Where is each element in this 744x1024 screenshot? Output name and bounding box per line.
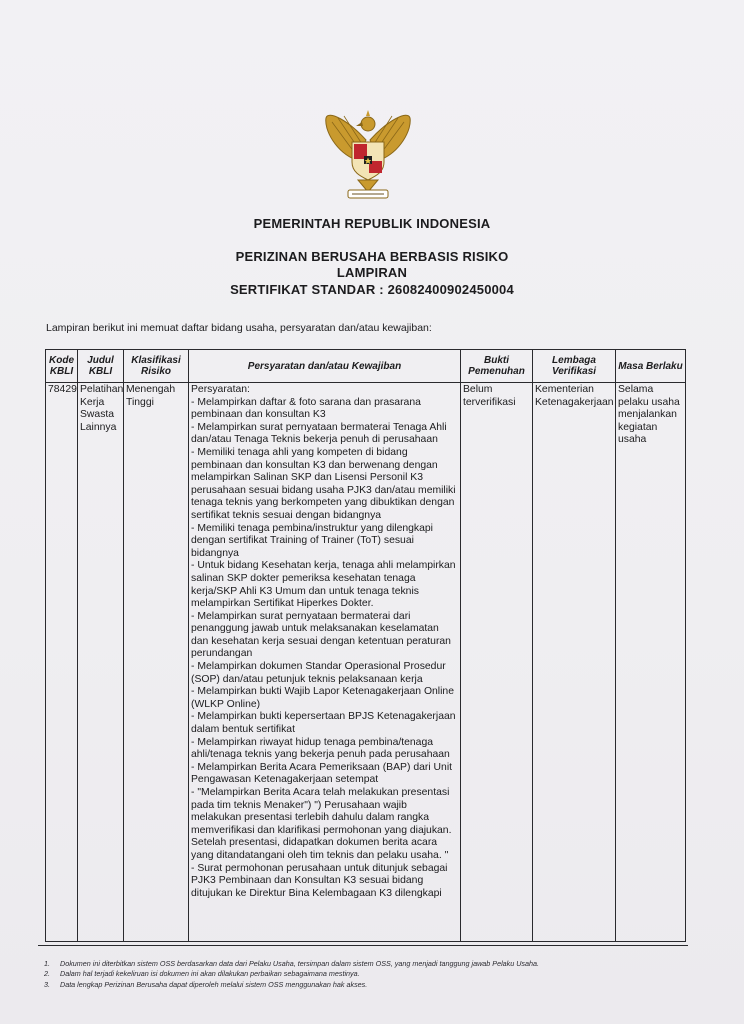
cell-masa-berlaku: Selama pelaku usaha menjalankan kegiatan usaha xyxy=(616,383,686,942)
requirement-line: - Melampirkan surat pernyataan bermaterai dari penanggung jawab untuk melaksanakan keselamatan dan kesehatan kerja sesuai dengan ketentuan peraturan perundangan xyxy=(191,610,451,660)
requirement-line: - Memiliki tenaga ahli yang kompeten di bidang pembinaan dan konsultan K3 dan berwenang dengan melampirkan Salinan SKP dan Lisensi Personil K3 perusahaan sesuai bidang usaha PJK3 dan/atau memiliki tenaga teknis yang berkompeten yang dibuktikan dengan sertifikat teknis sesuai dengan bidangnya xyxy=(191,446,456,521)
header-lembaga-verifikasi: Lembaga Verifikasi xyxy=(533,350,616,383)
requirement-line: Persyaratan: xyxy=(191,384,250,395)
cell-persyaratan xyxy=(189,383,461,942)
requirement-line: - Melampirkan dokumen Standar Operasional Prosedur (SOP) dan/atau petunjuk teknis pelaksanaan kerja xyxy=(191,661,446,685)
footnote-item: 2. Dalam hal terjadi kekeliruan isi dokumen ini akan dilakukan perbaikan sebagaimana mestinya. xyxy=(44,969,360,979)
header-persyaratan: Persyaratan dan/atau Kewajiban xyxy=(189,350,461,383)
cell-klasifikasi-risiko: Menengah Tinggi xyxy=(124,383,189,942)
requirement-line: - "Melampirkan Berita Acara telah melakukan presentasi pada tim teknis Menaker") ") Perusahaan wajib melakukan presentasi terlebih dahulu dalam rangka memverifikasi dan klarifikasi permohonan yang diajukan. Setelah presentasi, didapatkan dokumen berita acara yang ditandatangani oleh tim teknis dan pelaku usaha. " xyxy=(191,787,452,861)
requirements-table xyxy=(45,349,686,942)
requirement-line: - Melampirkan bukti kepersertaan BPJS Ketenagakerjaan dalam bentuk sertifikat xyxy=(191,711,456,736)
footnote-item: 3. Data lengkap Perizinan Berusaha dapat diperoleh melalui sistem OSS menggunakan hak akses. xyxy=(44,979,368,989)
requirement-line: - Surat permohonan perusahaan untuk ditunjuk sebagai PJK3 Pembinaan dan Konsultan K3 sesuai bidang ditujukan ke Direktur Bina Kelembagaan K3 dilengkapi xyxy=(191,862,448,899)
header-judul-kbli: Judul KBLI xyxy=(78,350,124,383)
intro-text: Lampiran berikut ini memuat daftar bidang usaha, persyaratan dan/atau kewajiban: xyxy=(46,322,432,334)
requirement-line: - Melampirkan surat pernyataan bermaterai Tenaga Ahli dan/atau Tenaga Teknis bekerja penuh di perusahaan xyxy=(191,421,447,446)
cell-lembaga-verifikasi: Kementerian Ketenagakerjaan xyxy=(533,383,616,942)
footnote-item: 1. Dokumen ini diterbitkan sistem OSS berdasarkan data dari Pelaku Usaha, tersimpan dalam sistem OSS, yang menjadi tanggung jawab Pelaku Usaha. xyxy=(44,959,540,968)
requirement-line: - Melampirkan daftar & foto sarana dan prasarana pembinaan dan konsultan K3 xyxy=(191,396,421,421)
requirement-line: - Melampirkan bukti Wajib Lapor Ketenagakerjaan Online (WLKP Online) xyxy=(191,686,454,710)
header-klasifikasi-risiko: Klasifikasi Risiko xyxy=(124,350,189,383)
table-header-row xyxy=(46,350,686,383)
requirement-line: - Melampirkan riwayat hidup tenaga pembina/tenaga ahli/tenaga teknis yang bekerja penuh pada perusahaan xyxy=(191,736,450,761)
header-kode-kbli: Kode KBLI xyxy=(46,350,78,383)
requirement-line: - Untuk bidang Kesehatan kerja, tenaga ahli melampirkan salinan SKP dokter pemeriksa kesehatan tenaga kerja/SKP Ahli K3 Umum dan untuk tenaga teknis melampirkan Sertifikat Hiperkes Dokter. xyxy=(191,560,456,610)
garuda-emblem-icon xyxy=(318,100,418,202)
header-masa-berlaku: Masa Berlaku xyxy=(616,350,686,383)
government-title: PEMERINTAH REPUBLIK INDONESIA xyxy=(253,216,491,231)
cell-kode-kbli: 78429 xyxy=(46,383,78,942)
document-title: PERIZINAN BERUSAHA BERBASIS RISIKO xyxy=(235,249,509,264)
certificate-number: SERTIFIKAT STANDAR : 26082400902450004 xyxy=(230,282,514,297)
cell-bukti-pemenuhan: Belum terverifikasi xyxy=(461,383,533,942)
footnotes xyxy=(38,945,688,997)
table-row xyxy=(46,383,686,942)
requirement-line: - Memiliki tenaga pembina/instruktur yang dilengkapi dengan sertifikat Training of Trainer (ToT) sesuai bidangnya xyxy=(191,522,433,559)
header-bukti-pemenuhan: Bukti Pemenuhan xyxy=(461,350,533,383)
document-subtitle: LAMPIRAN xyxy=(336,265,408,280)
cell-judul-kbli: Pelatihan Kerja Swasta Lainnya xyxy=(78,383,124,942)
requirement-line: - Melampirkan Berita Acara Pemeriksaan (BAP) dari Unit Pengawasan Ketenagakerjaan setempat xyxy=(191,761,453,786)
